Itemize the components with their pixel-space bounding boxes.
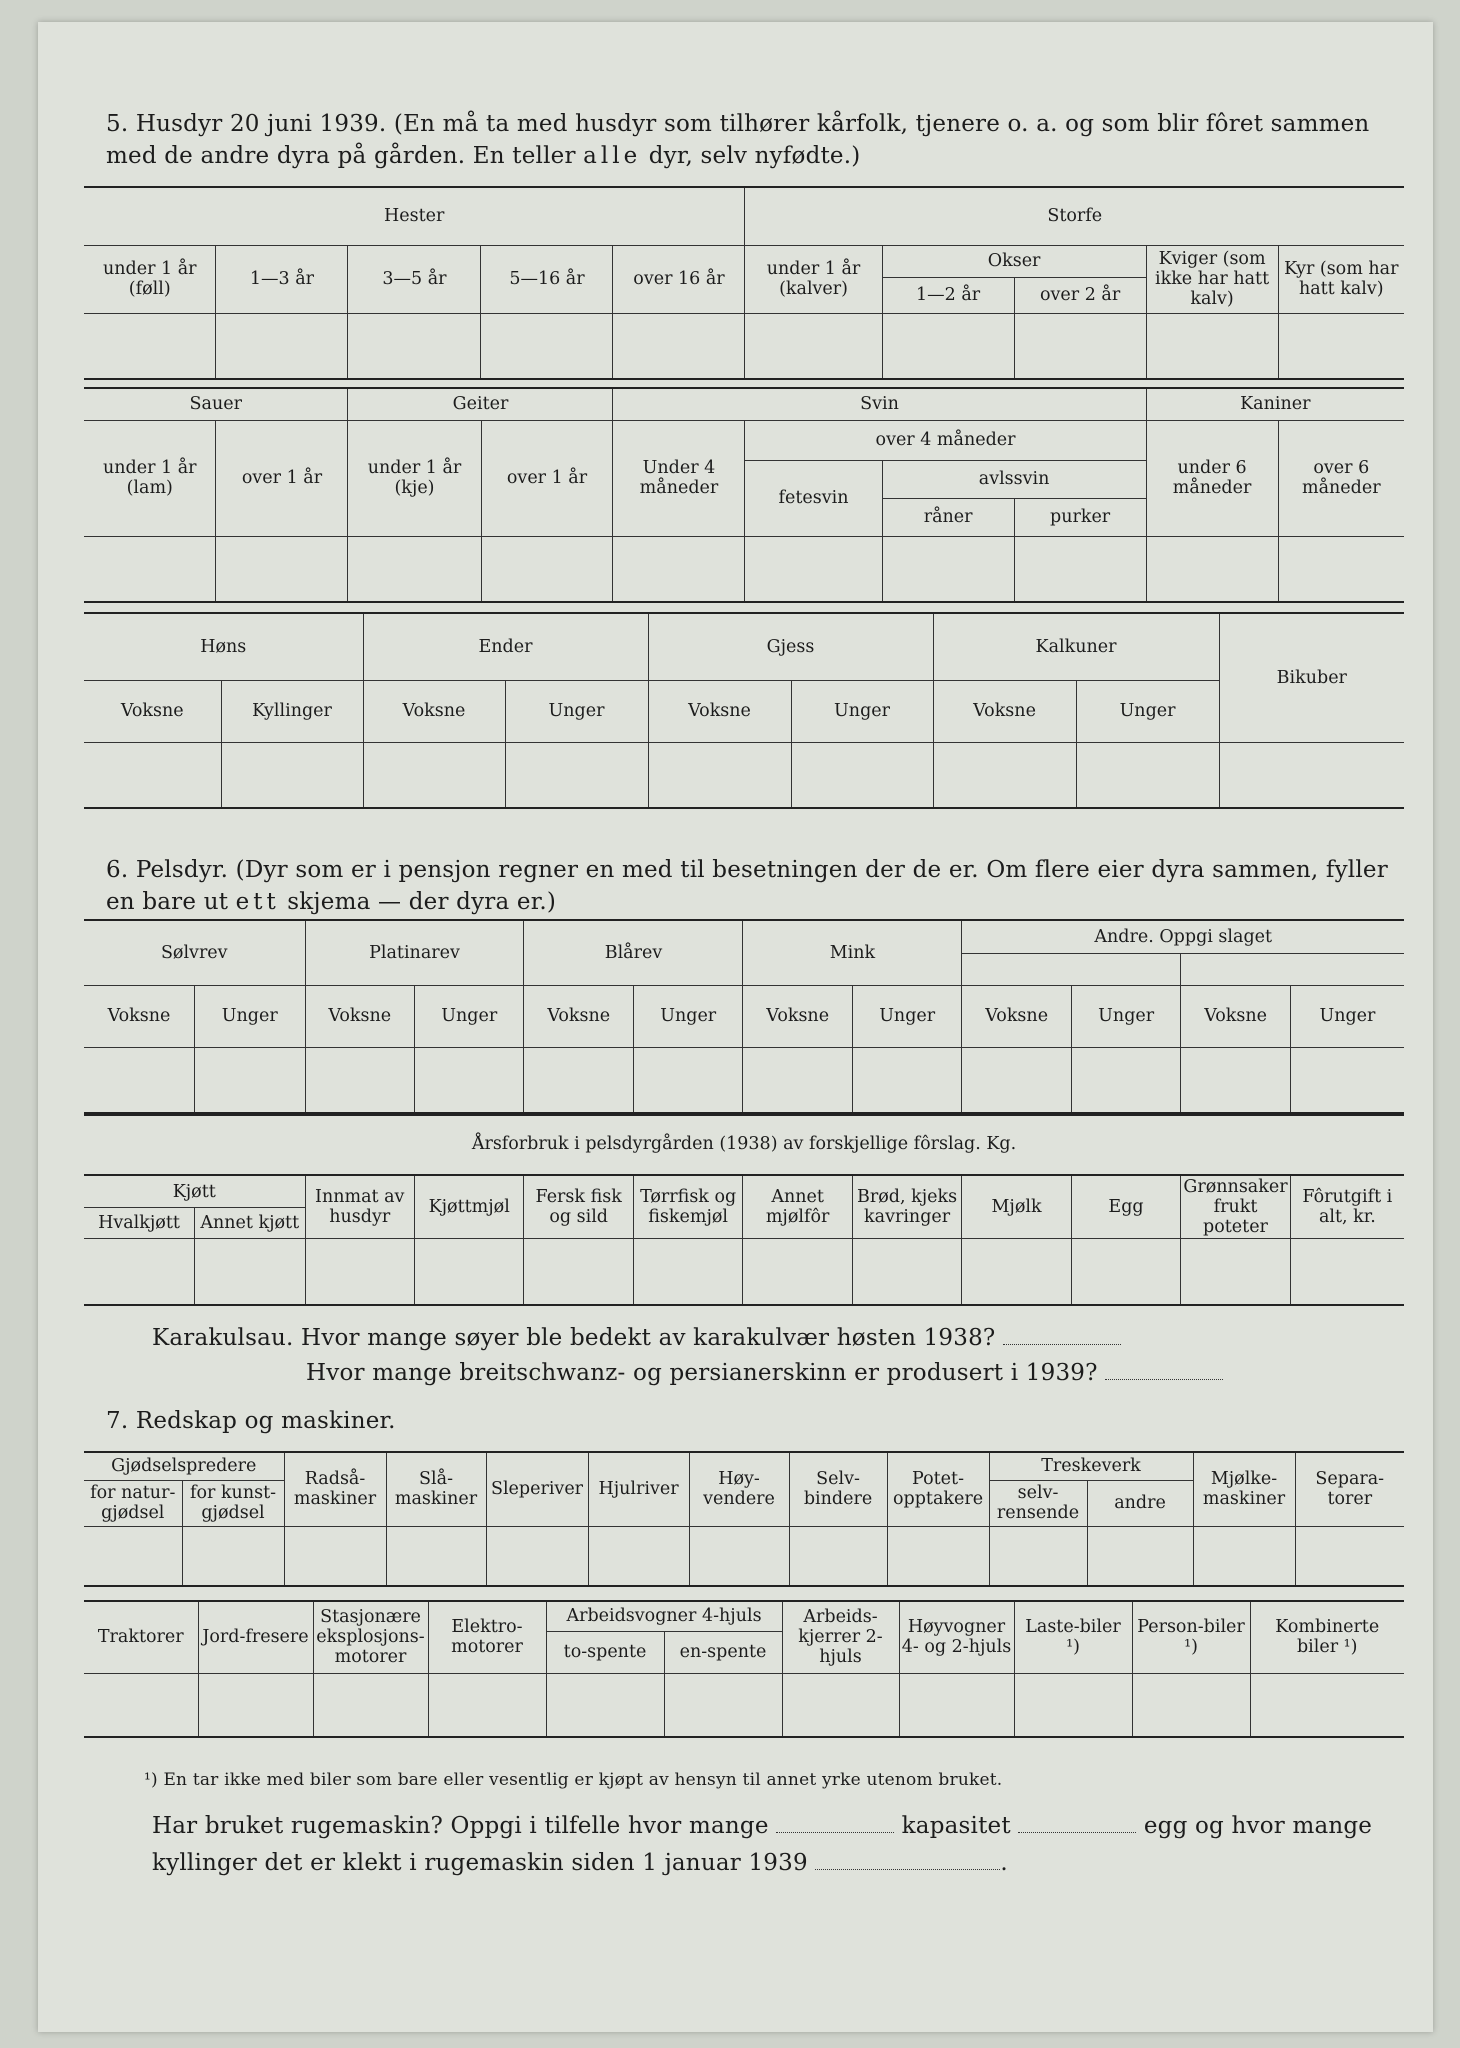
- input-cell[interactable]: [1181, 1239, 1290, 1305]
- rugemaskin-kapasitet-field[interactable]: [1018, 1810, 1136, 1833]
- input-cell[interactable]: [546, 1673, 664, 1737]
- input-cell[interactable]: [1193, 1526, 1295, 1586]
- col-elektromotorer: Elektro-motorer: [428, 1601, 546, 1673]
- col-hons-kyllinger: Kyllinger: [221, 680, 363, 742]
- col-separatorer: Separa-torer: [1295, 1452, 1404, 1526]
- input-cell[interactable]: [84, 1047, 195, 1115]
- hons-header: Høns: [84, 613, 363, 680]
- rugemaskin-kyllinger-field[interactable]: [815, 1847, 1000, 1870]
- input-cell[interactable]: [745, 536, 882, 602]
- input-cell[interactable]: [524, 1047, 633, 1115]
- input-cell[interactable]: [414, 1047, 523, 1115]
- col-unger: Unger: [852, 985, 962, 1047]
- sauer-geiter-svin-kaniner-table: [84, 387, 1404, 603]
- karakulsau-question-1: [152, 1322, 1452, 1354]
- col-forutgift: Fôrutgift i alt, kr.: [1290, 1175, 1404, 1239]
- rugemaskin-text-4: kyllinger det er klekt i rugemaskin siden 1 januar 1939: [152, 1850, 808, 1876]
- kjott-header: Kjøtt: [84, 1175, 305, 1208]
- input-cell[interactable]: [221, 742, 363, 808]
- footnote: ¹) En tar ikke med biler som bare eller vesentlig er kjøpt av hensyn til annet yrke utenom bruket.: [144, 1770, 1003, 1790]
- col-hoyvogner: Høyvogner 4- og 2-hjuls: [899, 1601, 1014, 1673]
- col-voksne: Voksne: [84, 985, 195, 1047]
- section-5-heading-end: dyr, selv nyfødte.): [648, 143, 861, 169]
- col-storfe-kalver: under 1 år (kalver): [745, 245, 882, 313]
- col-hester-5-16: 5—16 år: [481, 245, 613, 313]
- col-purker: purker: [1014, 498, 1146, 536]
- col-bikuber: Bikuber: [1219, 613, 1404, 742]
- input-cell[interactable]: [1071, 1239, 1180, 1305]
- col-treskeverk-andre: andre: [1087, 1480, 1193, 1526]
- input-cell[interactable]: [195, 1047, 306, 1115]
- input-cell[interactable]: [505, 742, 648, 808]
- col-fetesvin: fetesvin: [745, 460, 882, 536]
- input-cell[interactable]: [182, 1526, 284, 1586]
- input-cell[interactable]: [198, 1673, 313, 1737]
- input-cell[interactable]: [1014, 313, 1146, 379]
- mink-header: Mink: [743, 920, 962, 985]
- fjaerfe-table: [84, 612, 1404, 809]
- col-mjolk: Mjølk: [962, 1175, 1071, 1239]
- input-cell[interactable]: [613, 313, 745, 379]
- input-cell[interactable]: [648, 742, 791, 808]
- col-hjulriver: Hjulriver: [588, 1452, 689, 1526]
- input-cell[interactable]: [1132, 1673, 1250, 1737]
- form-page: [38, 22, 1433, 2032]
- input-cell[interactable]: [84, 1526, 182, 1586]
- input-cell[interactable]: [1076, 742, 1219, 808]
- col-annet-kjott: Annet kjøtt: [195, 1208, 306, 1239]
- input-cell[interactable]: [481, 536, 613, 602]
- input-cell[interactable]: [481, 313, 613, 379]
- col-unger: Unger: [414, 985, 523, 1047]
- input-cell[interactable]: [348, 536, 481, 602]
- input-cell[interactable]: [1146, 313, 1278, 379]
- col-voksne: Voksne: [743, 985, 852, 1047]
- input-cell[interactable]: [486, 1526, 588, 1586]
- pelsdyr-table: [84, 919, 1404, 1116]
- input-cell[interactable]: [1071, 1047, 1180, 1115]
- col-voksne: Voksne: [1181, 985, 1290, 1047]
- redskap-table-1: [84, 1451, 1404, 1587]
- storfe-header: Storfe: [745, 187, 1404, 245]
- rugemaskin-question-2: [152, 1847, 1452, 1879]
- input-cell[interactable]: [989, 1526, 1087, 1586]
- kalkuner-header: Kalkuner: [933, 613, 1219, 680]
- platinarev-header: Platinarev: [305, 920, 524, 985]
- input-cell[interactable]: [791, 742, 933, 808]
- rugemaskin-text-2: kapasitet: [901, 1813, 1011, 1839]
- input-cell[interactable]: [588, 1526, 689, 1586]
- col-stasjonaere-motorer: Stasjonære eksplosjons-motorer: [313, 1601, 428, 1673]
- rugemaskin-text-3: egg og hvor mange: [1143, 1813, 1373, 1839]
- col-kyr: Kyr (som har hatt kalv): [1278, 245, 1404, 313]
- col-to-spente: to-spente: [546, 1631, 664, 1673]
- col-annet-mjolfor: Annet mjølfôr: [743, 1175, 852, 1239]
- input-cell[interactable]: [524, 1239, 633, 1305]
- input-cell[interactable]: [852, 1047, 962, 1115]
- col-unger: Unger: [1290, 985, 1404, 1047]
- col-mjolkemaskiner: Mjølke-maskiner: [1193, 1452, 1295, 1526]
- input-cell[interactable]: [1250, 1673, 1404, 1737]
- karakulsau-answer-2-field[interactable]: [1105, 1357, 1223, 1380]
- input-cell[interactable]: [84, 536, 216, 602]
- input-cell[interactable]: [1219, 742, 1404, 808]
- section-6-heading-text: 6. Pelsdyr. (Dyr som er i pensjon regner en med til besetningen der de er. Om flere eier dyra sammen, fyller en bare ut: [106, 857, 1388, 915]
- arbeidsvogner-header: Arbeidsvogner 4-hjuls: [546, 1601, 782, 1631]
- col-sleperiver: Sleperiver: [486, 1452, 588, 1526]
- col-egg: Egg: [1071, 1175, 1180, 1239]
- col-selvrensende: selv-rensende: [989, 1480, 1087, 1526]
- col-hester-over-16: over 16 år: [613, 245, 745, 313]
- input-cell[interactable]: [216, 536, 348, 602]
- input-cell[interactable]: [1014, 1673, 1132, 1737]
- col-gjess-unger: Unger: [791, 680, 933, 742]
- col-kalkuner-voksne: Voksne: [933, 680, 1076, 742]
- input-cell[interactable]: [313, 1673, 428, 1737]
- karakulsau-question-1-text: Karakulsau. Hvor mange søyer ble bedekt av karakulvær høsten 1938?: [152, 1325, 996, 1351]
- input-cell[interactable]: [745, 313, 882, 379]
- section-7-heading: 7. Redskap og maskiner.: [106, 1408, 396, 1434]
- ender-header: Ender: [363, 613, 648, 680]
- input-cell[interactable]: [305, 1047, 414, 1115]
- redskap-table-2: [84, 1600, 1404, 1738]
- col-brod-kjeks: Brød, kjeks kavringer: [852, 1175, 961, 1239]
- col-lastebiler: Laste-biler ¹): [1014, 1601, 1132, 1673]
- col-naturgjodsel: for natur-gjødsel: [84, 1480, 182, 1526]
- col-slamaskiner: Slå-maskiner: [386, 1452, 486, 1526]
- svin-over-4-header: over 4 måneder: [745, 420, 1146, 460]
- col-hoyvendere: Høy-vendere: [689, 1452, 789, 1526]
- input-cell[interactable]: [428, 1673, 546, 1737]
- section-5-heading-text: 5. Husdyr 20 juni 1939. (En må ta med husdyr som tilhører kårfolk, tjenere o. a. og som blir fôret sammen med de andre dyra på gården. En teller: [106, 111, 1370, 169]
- section-5-heading: [106, 108, 1406, 172]
- input-cell[interactable]: [1278, 313, 1404, 379]
- col-svin-under-4: Under 4 måneder: [613, 420, 745, 536]
- input-cell[interactable]: [882, 536, 1014, 602]
- treskeverk-header: Treskeverk: [989, 1452, 1193, 1480]
- input-cell[interactable]: [216, 313, 348, 379]
- blarev-header: Blårev: [524, 920, 743, 985]
- input-cell[interactable]: [363, 742, 505, 808]
- input-cell[interactable]: [882, 313, 1014, 379]
- arsforbruk-table: [84, 1112, 1404, 1306]
- col-unger: Unger: [195, 985, 306, 1047]
- col-geiter-kje: under 1 år (kje): [348, 420, 481, 536]
- col-okser-over-2: over 2 år: [1014, 277, 1146, 313]
- col-geiter-over-1: over 1 år: [481, 420, 613, 536]
- col-fersk-fisk: Fersk fisk og sild: [524, 1175, 633, 1239]
- col-hons-voksne: Voksne: [84, 680, 221, 742]
- karakulsau-question-2-text: Hvor mange breitschwanz- og persianerskinn er produsert i 1939?: [306, 1360, 1098, 1386]
- col-sauer-lam: under 1 år (lam): [84, 420, 216, 536]
- col-kjottmjol: Kjøttmjøl: [414, 1175, 523, 1239]
- input-cell[interactable]: [613, 536, 745, 602]
- input-cell[interactable]: [84, 1673, 198, 1737]
- col-ender-unger: Unger: [505, 680, 648, 742]
- input-cell[interactable]: [899, 1673, 1014, 1737]
- col-kombinerte-biler: Kombinerte biler ¹): [1250, 1601, 1404, 1673]
- hester-header: Hester: [84, 187, 745, 245]
- input-cell[interactable]: [386, 1526, 486, 1586]
- input-cell[interactable]: [743, 1239, 852, 1305]
- section-5-heading-emphasis: alle: [583, 143, 642, 169]
- section-6-heading-emphasis: ett: [235, 889, 280, 915]
- period-mark: .: [1000, 1850, 1008, 1876]
- section-6-heading: [106, 854, 1406, 918]
- col-kviger: Kviger (som ikke har hatt kalv): [1146, 245, 1278, 313]
- col-kalkuner-unger: Unger: [1076, 680, 1219, 742]
- col-hvalkjott: Hvalkjøtt: [84, 1208, 195, 1239]
- col-jordfresere: Jord-freserе: [198, 1601, 313, 1673]
- col-kunstgjodsel: for kunst-gjødsel: [182, 1480, 284, 1526]
- input-cell[interactable]: [84, 1239, 195, 1305]
- input-cell[interactable]: [789, 1526, 887, 1586]
- col-kaniner-over-6: over 6 måneder: [1278, 420, 1404, 536]
- input-cell[interactable]: [1087, 1526, 1193, 1586]
- input-cell[interactable]: [933, 742, 1076, 808]
- input-cell[interactable]: [348, 313, 481, 379]
- col-selvbindere: Selv-bindere: [789, 1452, 887, 1526]
- input-cell[interactable]: [962, 1239, 1071, 1305]
- svin-header: Svin: [613, 388, 1146, 420]
- rugemaskin-antall-field[interactable]: [776, 1810, 894, 1833]
- input-cell[interactable]: [1290, 1047, 1404, 1115]
- input-cell[interactable]: [414, 1239, 523, 1305]
- col-personbiler: Person-biler ¹): [1132, 1601, 1250, 1673]
- col-voksne: Voksne: [524, 985, 633, 1047]
- andre-header: Andre. Oppgi slaget: [962, 920, 1404, 953]
- col-hester-3-5: 3—5 år: [348, 245, 481, 313]
- col-unger: Unger: [633, 985, 742, 1047]
- col-unger: Unger: [1071, 985, 1180, 1047]
- col-en-spente: en-spente: [664, 1631, 782, 1673]
- input-cell[interactable]: [284, 1526, 386, 1586]
- col-hester-1-3: 1—3 år: [216, 245, 348, 313]
- gjodselspredere-header: Gjødselspredere: [84, 1452, 284, 1480]
- input-cell[interactable]: [852, 1239, 961, 1305]
- geiter-header: Geiter: [348, 388, 613, 420]
- col-hester-foll: under 1 år (føll): [84, 245, 216, 313]
- hester-storfe-table: [84, 186, 1404, 380]
- karakulsau-question-2: [306, 1357, 1460, 1389]
- input-cell[interactable]: [1181, 1047, 1290, 1115]
- input-cell[interactable]: [1278, 536, 1404, 602]
- avlssvin-header: avlssvin: [882, 460, 1146, 498]
- col-voksne: Voksne: [305, 985, 414, 1047]
- input-cell[interactable]: [962, 1047, 1071, 1115]
- karakulsau-answer-1-field[interactable]: [1003, 1322, 1121, 1345]
- input-cell[interactable]: [1290, 1239, 1404, 1305]
- kaniner-header: Kaniner: [1146, 388, 1404, 420]
- input-cell[interactable]: [305, 1239, 414, 1305]
- input-cell[interactable]: [1146, 536, 1278, 602]
- col-innmat: Innmat av husdyr: [305, 1175, 414, 1239]
- col-ender-voksne: Voksne: [363, 680, 505, 742]
- col-sauer-over-1: over 1 år: [216, 420, 348, 536]
- col-potetopptakere: Potet-opptakere: [887, 1452, 989, 1526]
- col-raner: råner: [882, 498, 1014, 536]
- input-cell[interactable]: [887, 1526, 989, 1586]
- input-cell[interactable]: [633, 1239, 742, 1305]
- rugemaskin-question-1: [152, 1810, 1452, 1842]
- input-cell[interactable]: [689, 1526, 789, 1586]
- andre-slag-1[interactable]: [962, 953, 1181, 985]
- input-cell[interactable]: [84, 313, 216, 379]
- rugemaskin-text-1: Har bruket rugemaskin? Oppgi i tilfelle hvor mange: [152, 1813, 769, 1839]
- input-cell[interactable]: [1295, 1526, 1404, 1586]
- sauer-header: Sauer: [84, 388, 348, 420]
- input-cell[interactable]: [743, 1047, 852, 1115]
- input-cell[interactable]: [84, 742, 221, 808]
- input-cell[interactable]: [782, 1673, 899, 1737]
- col-voksne: Voksne: [962, 985, 1071, 1047]
- andre-slag-2[interactable]: [1181, 953, 1404, 985]
- gjess-header: Gjess: [648, 613, 933, 680]
- input-cell[interactable]: [1014, 536, 1146, 602]
- col-arbeidskjerrer: Arbeids-kjerrer 2-hjuls: [782, 1601, 899, 1673]
- col-okser-1-2: 1—2 år: [882, 277, 1014, 313]
- col-radsamaskiner: Radså-maskiner: [284, 1452, 386, 1526]
- col-kaniner-under-6: under 6 måneder: [1146, 420, 1278, 536]
- arsforbruk-title: Årsforbruk i pelsdyrgården (1938) av forskjellige fôrslag. Kg.: [84, 1113, 1404, 1175]
- col-gjess-voksne: Voksne: [648, 680, 791, 742]
- col-traktorer: Traktorer: [84, 1601, 198, 1673]
- col-gronnsaker: Grønnsaker frukt poteter: [1181, 1175, 1290, 1239]
- input-cell[interactable]: [633, 1047, 742, 1115]
- input-cell[interactable]: [664, 1673, 782, 1737]
- solvrev-header: Sølvrev: [84, 920, 305, 985]
- col-torrfisk: Tørrfisk og fiskemjøl: [633, 1175, 742, 1239]
- section-6-heading-end: skjema — der dyra er.): [287, 889, 557, 915]
- okser-header: Okser: [882, 245, 1146, 277]
- input-cell[interactable]: [195, 1239, 306, 1305]
